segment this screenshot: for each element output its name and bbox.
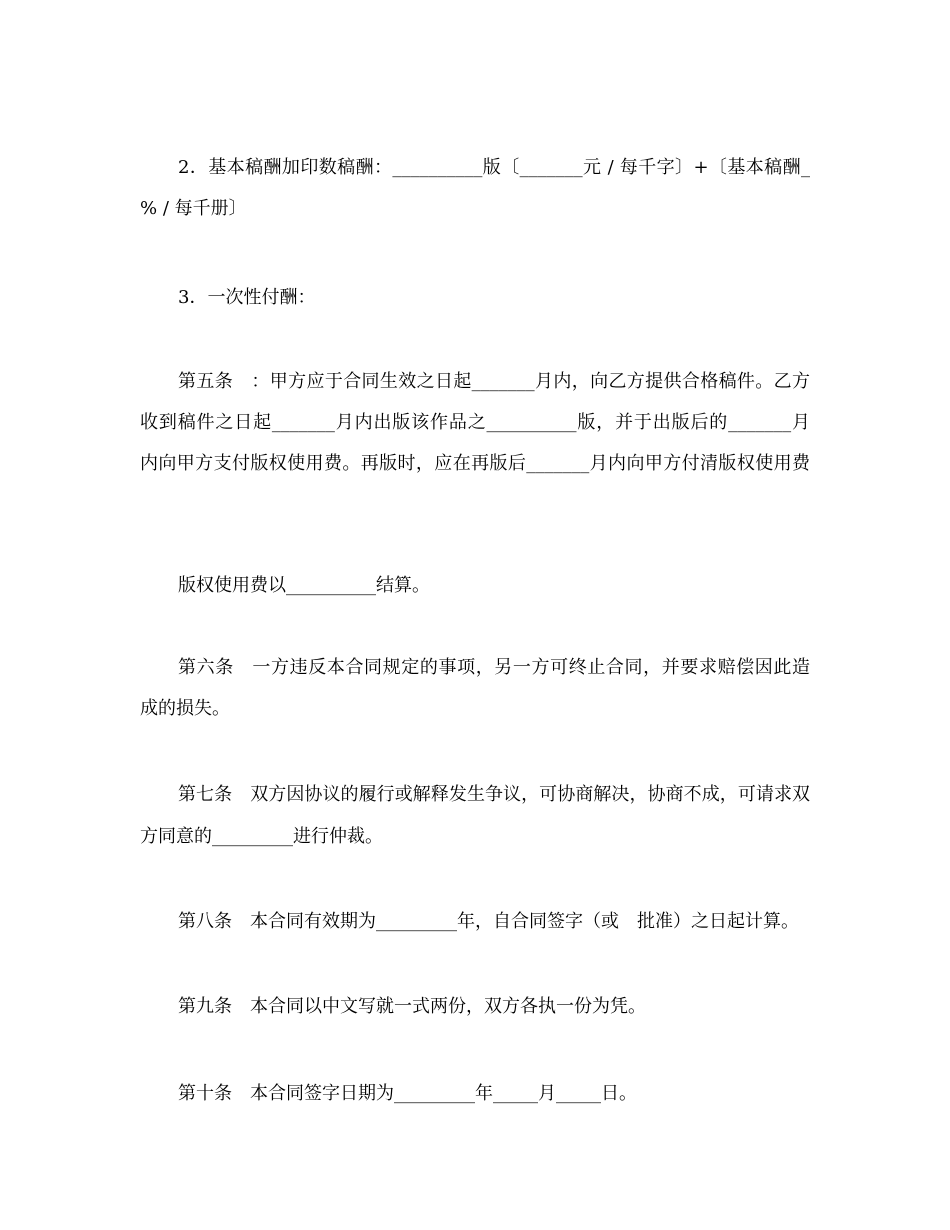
- article-6-line-2: 成的损失。: [140, 698, 230, 719]
- article-6-line-1: 第六条 一方违反本合同规定的事项，另一方可终止合同，并要求赔偿因此造: [178, 657, 810, 678]
- article-5-line-3: 内向甲方支付版权使用费。再版时，应在再版后_______月内向甲方付清版权使用费: [140, 453, 810, 474]
- article-10: 第十条 本合同签字日期为_________年_____月_____日。: [178, 1083, 637, 1104]
- article-7-line-2: 方同意的_________进行仲裁。: [140, 826, 383, 847]
- article-5-line-1: 第五条 ：甲方应于合同生效之日起_______月内，向乙方提供合格稿件。乙方: [178, 371, 810, 392]
- clause-2-line-1: 2．基本稿酬加印数稿酬：__________版〔_______元 / 每千字〕+〔基本稿酬_: [178, 157, 810, 178]
- clause-3: 3．一次性付酬：: [178, 287, 316, 308]
- royalty-settlement: 版权使用费以__________结算。: [178, 575, 430, 596]
- article-7-line-1: 第七条 双方因协议的履行或解释发生争议，可协商解决，协商不成，可请求双: [178, 784, 810, 805]
- article-5-line-2: 收到稿件之日起_______月内出版该作品之__________版，并于出版后的_______月: [140, 412, 810, 433]
- article-9: 第九条 本合同以中文写就一式两份，双方各执一份为凭。: [178, 996, 646, 1017]
- clause-2-line-2: % / 每千册〕: [140, 198, 247, 219]
- article-8: 第八条 本合同有效期为_________年，自合同签字（或 批准）之日起计算。: [178, 911, 799, 932]
